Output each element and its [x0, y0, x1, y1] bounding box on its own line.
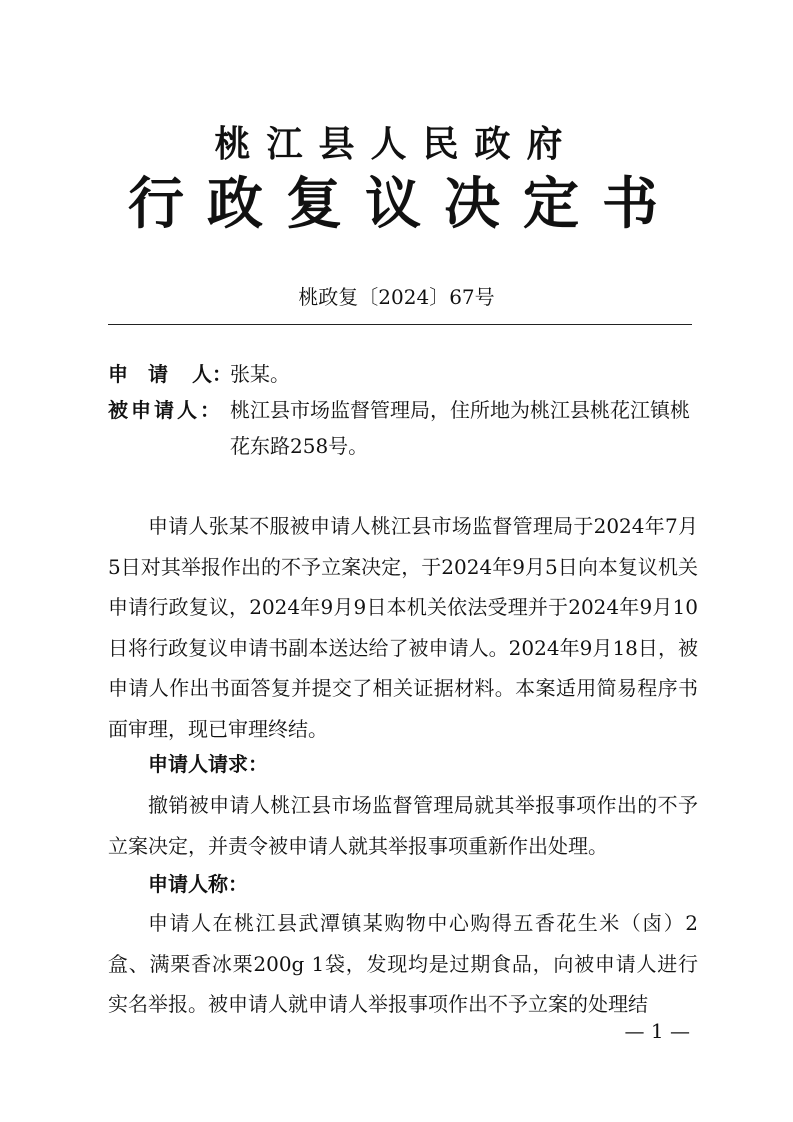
respondent-value: 桃江县市场监督管理局，住所地为桃江县桃花江镇桃花东路258号。: [230, 398, 690, 458]
respondent-label: 被申请人：: [108, 398, 223, 422]
document-title: 行政复议决定书: [128, 172, 681, 237]
request-heading: 申请人请求：: [148, 752, 268, 776]
claim-paragraph: 申请人在桃江县武潭镇某购物中心购得五香花生米（卤）2盒、满栗香冰栗200g 1袋，发现均是过期食品，向被申请人进行实名举报。被申请人就申请人举报事项作出不予立案的处理结: [108, 911, 698, 1016]
applicant-value: 张某。: [230, 362, 290, 386]
issuing-authority: 桃江县人民政府: [214, 124, 579, 165]
applicant-label: 申 请 人：: [108, 362, 232, 386]
header-divider: [108, 324, 692, 325]
document-number: 桃政复〔2024〕67号: [298, 285, 495, 309]
page-number: — 1 —: [624, 1019, 690, 1043]
request-paragraph: 撤销被申请人桃江县市场监督管理局就其举报事项作出的不予立案决定，并责令被申请人就其举报事项重新作出处理。: [108, 793, 698, 858]
claim-heading: 申请人称：: [148, 872, 248, 896]
intro-paragraph: 申请人张某不服被申请人桃江县市场监督管理局于2024年7月5日对其举报作出的不予立案决定，于2024年9月5日向本复议机关申请行政复议，2024年9月9日本机关依法受理并于2024年9月10日将行政复议申请书副本送达给了被申请人。2024年9月18日，被申请人作出书面答复并提交了相关证据材料。本案适用简易程序书面审理，现已审理终结。: [108, 514, 698, 741]
